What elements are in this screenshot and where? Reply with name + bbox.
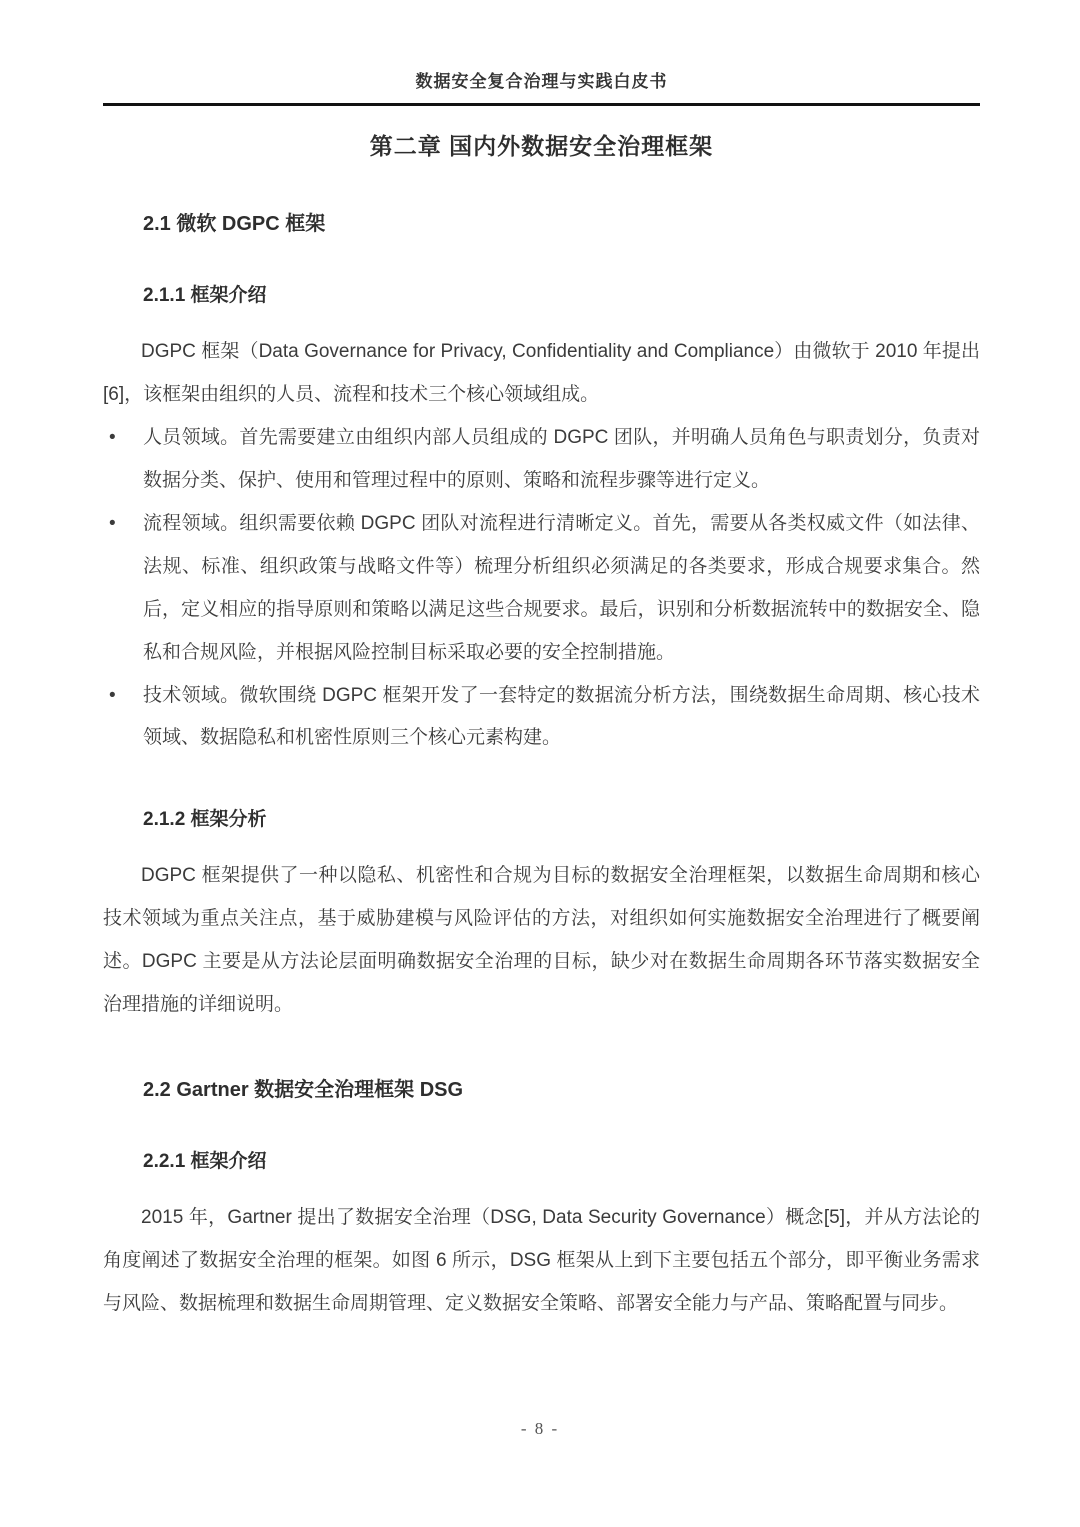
list-item [103,417,980,503]
page-header [103,70,980,106]
subsection-heading-2-1-1: 2.1.1 框架介绍 [143,285,267,306]
bullet-icon: • [109,512,116,534]
list-item-text: 人员领域。首先需要建立由组织内部人员组成的 DGPC 团队，并明确人员角色与职责划分，负责对数据分类、保护、使用和管理过程中的原则、策略和流程步骤等进行定义。 [143,426,980,491]
list-item-text: 技术领域。微软围绕 DGPC 框架开发了一套特定的数据流分析方法，围绕数据生命周期、核心技术领域、数据隐私和机密性原则三个核心元素构建。 [143,684,980,749]
list-item [103,503,980,675]
page-footer [0,1419,1080,1439]
bullet-icon: • [109,684,116,706]
list-item [103,675,980,761]
paragraph-dsg-intro: 2015 年，Gartner 提出了数据安全治理（DSG, Data Security Governance）概念[5]，并从方法论的角度阐述了数据安全治理的框架。如图 6 所示，DSG 框架从上到下主要包括五个部分，即平衡业务需求与风险、数据梳理和数据生命周期管理、定义数据安全策略、部署安全能力与产品、策略配置与同步。 [103,1207,980,1314]
header-divider [103,103,980,106]
paragraph-dgpc-intro: DGPC 框架（Data Governance for Privacy, Confidentiality and Compliance）由微软于 2010 年提出[6]，该框架由组织的人员、流程和技术三个核心领域组成。 [103,341,980,405]
page-number: - 8 - [520,1419,560,1438]
section-heading-2-2: 2.2 Gartner 数据安全治理框架 DSG [143,1079,464,1102]
chapter-title: 第二章 国内外数据安全治理框架 [369,133,714,159]
subsection-heading-2-2-1: 2.2.1 框架介绍 [143,1151,267,1173]
section-heading-2-1: 2.1 微软 DGPC 框架 [143,213,326,235]
list-item-text: 流程领域。组织需要依赖 DGPC 团队对流程进行清晰定义。首先，需要从各类权威文件（如法律、法规、标准、组织政策与战略文件等）梳理分析组织必须满足的各类要求，形成合规要求集合。然后，定义相应的指导原则和策略以满足这些合规要求。最后，识别和分析数据流转中的数据安全、隐私和合规风险，并根据风险控制目标采取必要的安全控制措施。 [143,512,980,663]
dgpc-domain-list [103,417,980,761]
document-title: 数据安全复合治理与实践白皮书 [415,72,668,91]
paragraph-dgpc-analysis: DGPC 框架提供了一种以隐私、机密性和合规为目标的数据安全治理框架，以数据生命周期和核心技术领域为重点关注点，基于威胁建模与风险评估的方法，对组织如何实施数据安全治理进行了概要阐述。DGPC 主要是从方法论层面明确数据安全治理的目标，缺少对在数据生命周期各环节落实数据安全治理措施的详细说明。 [103,865,980,1016]
bullet-icon: • [109,426,116,448]
subsection-heading-2-1-2: 2.1.2 框架分析 [143,809,267,831]
